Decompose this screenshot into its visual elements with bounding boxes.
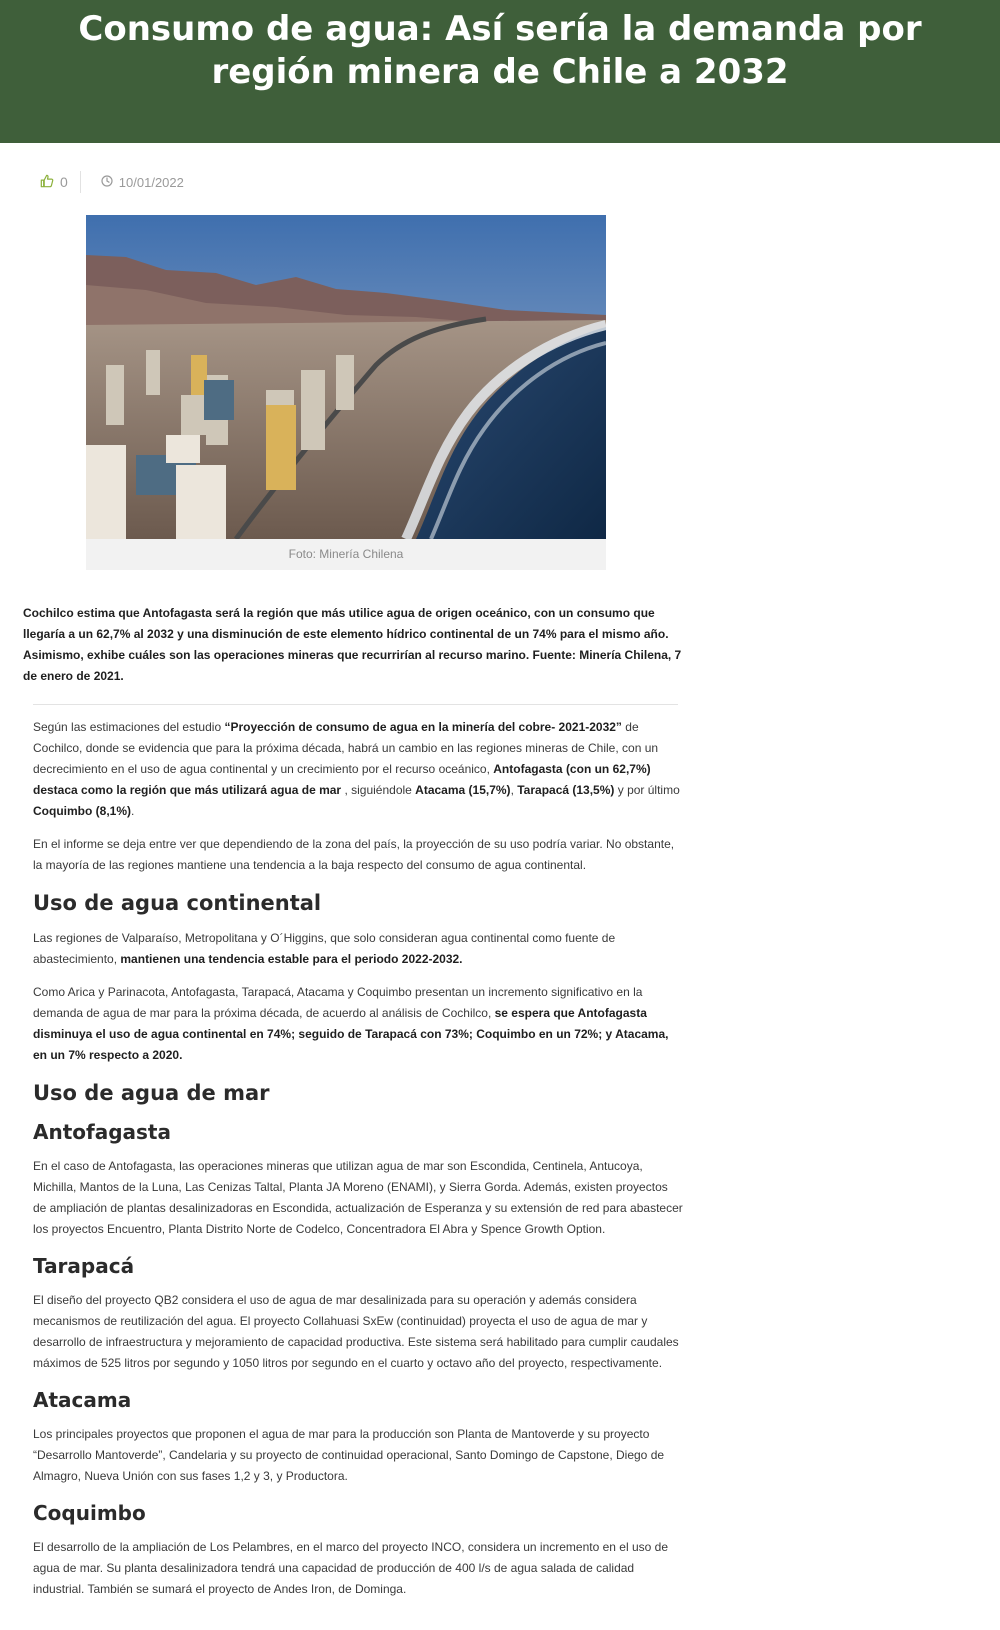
photo-caption: Foto: Minería Chilena	[288, 547, 404, 561]
thumbs-up-icon[interactable]	[40, 174, 54, 191]
heading-atacama: Atacama	[33, 1388, 132, 1412]
article-photo	[86, 215, 606, 539]
article-figure	[86, 215, 606, 570]
heading-coquimbo: Coquimbo	[33, 1501, 146, 1525]
date-text: 10/01/2022	[118, 174, 184, 190]
article-lead: Cochilco estima que Antofagasta será la región que más utilice agua de origen oceánico, con un consumo que llegaría a un 62,7% al 2032 y una disminución de este elemento hídrico continental de un 74% para el mismo año. Asimismo, exhibe cuáles son las operaciones mineras que recurrirían al recurso marino. Fuente: Minería Chilena, 7 de enero de 2021.	[23, 606, 682, 683]
heading-continental: Uso de agua continental	[33, 891, 322, 915]
paragraph-informe: En el informe se deja entre ver que dependiendo de la zona del país, la proyección de su uso podría variar. No obstante, la mayoría de las regiones mantiene una tendencia a la baja respecto del consumo de agua continental.	[33, 837, 675, 872]
divider	[33, 704, 678, 705]
paragraph-antofagasta: En el caso de Antofagasta, las operaciones mineras que utilizan agua de mar son Escondida, Centinela, Antucoya, Michilla, Mantos de la Luna, Las Cenizas Taltal, Planta JA Moreno (ENAMI), y Sierra Gorda. Además, existen proyectos de ampliación de plantas desalinizadoras en Escondida, actualización de Esperanza y su extensión de red para abastecer los proyectos Encuentro, Planta Distrito Norte de Codelco, Concentradora El Abra y Spence Growth Option.	[33, 1159, 683, 1236]
heading-tarapaca: Tarapacá	[33, 1254, 135, 1278]
paragraph-regiones: Las regiones de Valparaíso, Metropolitana y O´Higgins, que solo consideran agua continental como fuente de abastecimiento, mantienen una tendencia estable para el periodo 2022-2032.	[33, 931, 616, 966]
paragraph-intro: Según las estimaciones del estudio “Proyección de consumo de agua en la minería del cobre- 2021-2032” de Cochilco, donde se evidencia que para la próxima década, habrá un cambio en las regiones mineras de Chile, con un decrecimiento en el uso de agua continental y un crecimiento por el recurso oceánico, Antofagasta (con un 62,7%) destaca como la región que más utilizará agua de mar , siguiéndole Atacama (15,7%), Tarapacá (13,5%) y por último Coquimbo (8,1%).	[33, 720, 680, 818]
like-count: 0	[60, 174, 68, 190]
clock-icon	[101, 175, 113, 190]
paragraph-atacama: Los principales proyectos que proponen el agua de mar para la producción son Planta de Mantoverde y su proyecto “Desarrollo Mantoverde”, Candelaria y su proyecto de continuidad operacional, Santo Domingo de Capstone, Diego de Almagro, Nueva Unión con sus fases 1,2 y 3, y Productora.	[33, 1427, 665, 1483]
publish-date	[81, 175, 184, 190]
page-header	[0, 0, 1000, 143]
paragraph-tarapaca: El diseño del proyecto QB2 considera el uso de agua de mar desalinizada para su operación y además considera mecanismos de reutilización del agua. El proyecto Collahuasi SxEw (continuidad) proyecta el uso de agua de mar y desarrollo de infraestructura y mejoramiento de capacidad productiva. Este sistema será habilitado para cumplir caudales máximos de 525 litros por segundo y 1050 litros por segundo en el cuarto y octavo año del proyecto, respectivamente.	[33, 1293, 679, 1370]
heading-antofagasta: Antofagasta	[33, 1120, 171, 1144]
like-button[interactable]	[40, 171, 81, 193]
page-title: Consumo de agua: Así sería la demanda por región minera de Chile a 2032	[78, 9, 922, 92]
paragraph-coquimbo: El desarrollo de la ampliación de Los Pelambres, en el marco del proyecto INCO, considera un incremento en el uso de agua de mar. Su planta desalinizadora tendrá una capacidad de producción de 400 l/s de agua salada de calidad industrial. También se sumará el proyecto de Andes Iron, de Dominga.	[33, 1540, 669, 1596]
article-meta	[40, 170, 184, 194]
paragraph-incremento: Como Arica y Parinacota, Antofagasta, Tarapacá, Atacama y Coquimbo presentan un incremento significativo en la demanda de agua de mar para la próxima década, de acuerdo al análisis de Cochilco, se espera que Antofagasta disminuya el uso de agua continental en 74%; seguido de Tarapacá con 73%; Coquimbo en un 72%; y Atacama, en un 7% respecto a 2020.	[33, 985, 669, 1062]
article-body	[33, 717, 683, 1612]
heading-mar: Uso de agua de mar	[33, 1081, 270, 1105]
